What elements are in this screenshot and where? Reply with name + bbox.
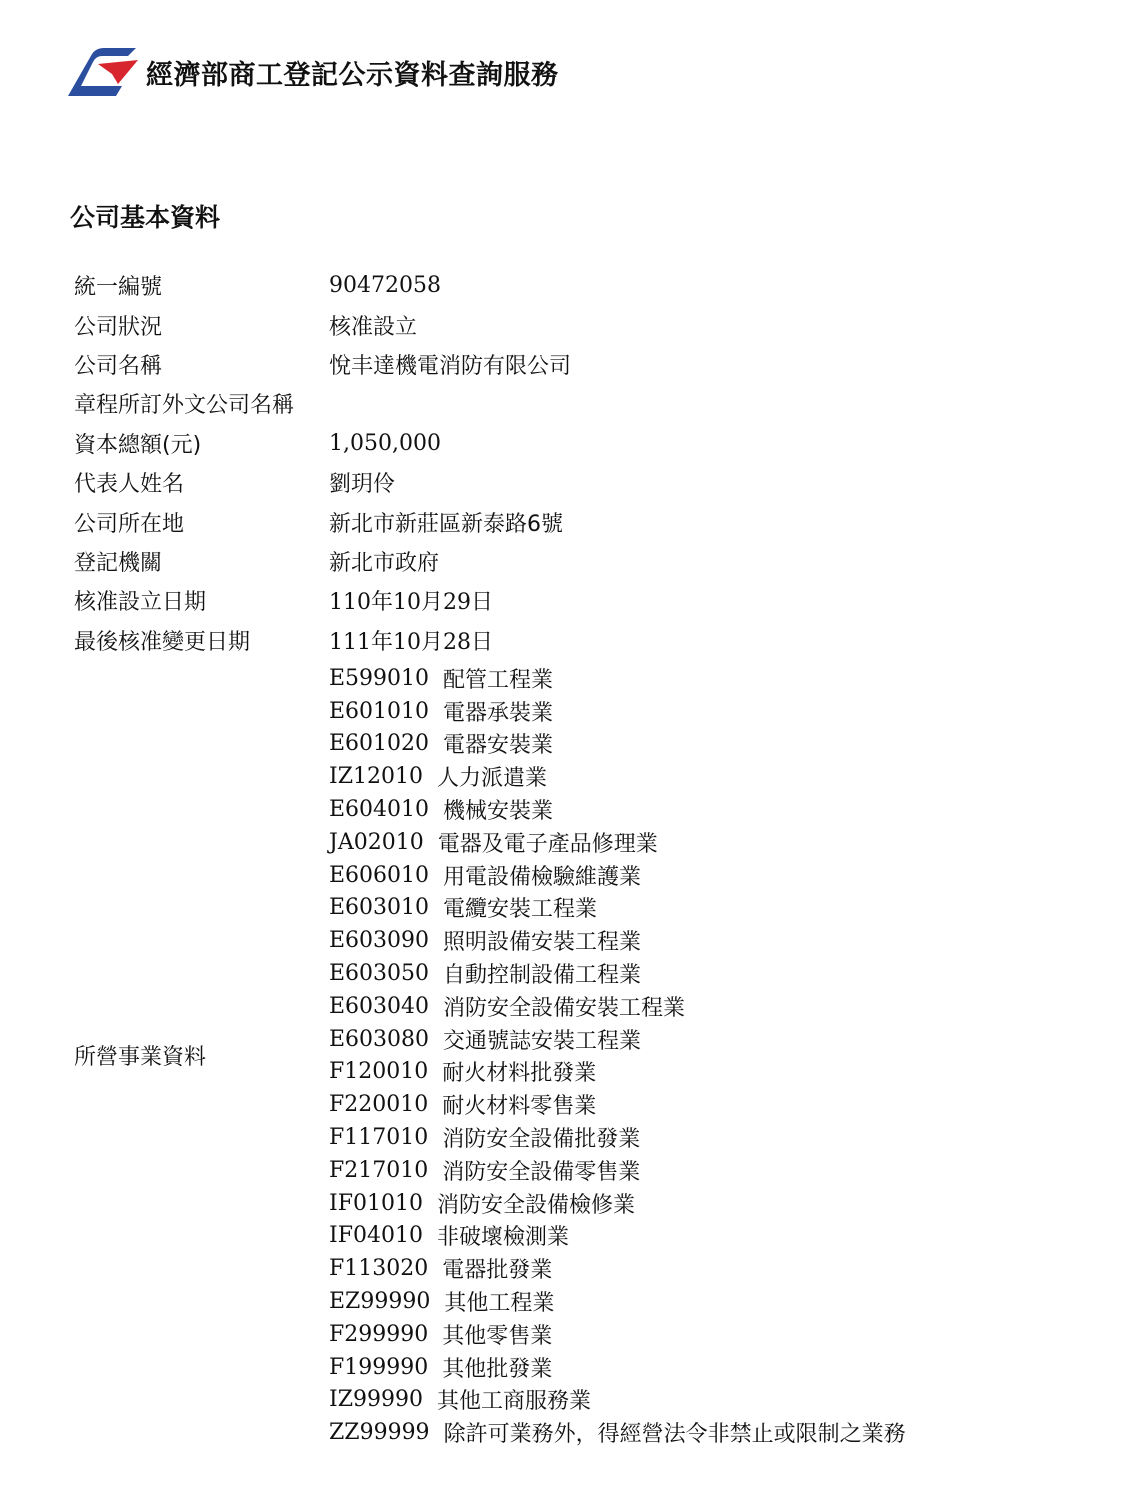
field-label: 核准設立日期: [74, 590, 207, 616]
business-item-code: E603040: [329, 993, 430, 1019]
business-item: [329, 1383, 906, 1416]
business-item: [329, 859, 906, 892]
field-label: 統一編號: [74, 275, 163, 301]
business-item-desc: 電器批發業: [442, 1258, 553, 1284]
company-info-table: [74, 266, 1074, 1449]
business-item: [329, 924, 906, 957]
business-item: [329, 760, 906, 793]
business-item-code: F217010: [329, 1157, 429, 1183]
business-item: [329, 1088, 906, 1121]
business-item: [329, 891, 906, 924]
business-item-desc: 人力派遣業: [436, 766, 547, 792]
business-item-code: F199990: [329, 1354, 429, 1380]
business-item-desc: 電器承裝業: [443, 700, 554, 726]
business-item: [329, 695, 906, 728]
business-item: [329, 1318, 906, 1351]
business-item-desc: 消防安全設備檢修業: [436, 1192, 635, 1218]
business-item: [329, 1219, 906, 1252]
business-item-code: E601010: [329, 698, 430, 724]
business-item-code: E601020: [329, 731, 430, 757]
section-title: 公司基本資料: [70, 203, 221, 232]
business-item: [329, 957, 906, 990]
field-value: 新北市新莊區新泰路6號: [329, 511, 563, 537]
field-label: 公司狀況: [74, 314, 163, 340]
business-item-desc: 非破壞檢測業: [436, 1225, 569, 1251]
business-item-code: E599010: [329, 665, 430, 691]
business-item: [329, 1121, 906, 1154]
business-item-desc: 電纜安裝工程業: [443, 897, 598, 923]
business-item: [329, 990, 906, 1023]
business-item: [329, 1154, 906, 1187]
business-item: [329, 1416, 906, 1449]
business-item-desc: 耐火材料零售業: [442, 1094, 597, 1120]
business-item: [329, 1055, 906, 1088]
field-label: 代表人姓名: [74, 472, 185, 498]
field-label: 資本總額(元): [74, 432, 202, 458]
field-value: 悅丰達機電消防有限公司: [329, 353, 572, 379]
business-item-desc: 除許可業務外，得經營法令非禁止或限制之業務: [443, 1422, 906, 1448]
business-item-desc: 電器安裝業: [443, 733, 554, 759]
business-item-desc: 機械安裝業: [443, 798, 554, 824]
business-item-code: F299990: [329, 1321, 429, 1347]
business-item: [329, 1351, 906, 1384]
business-item-desc: 配管工程業: [443, 667, 554, 693]
business-item-code: IZ99990: [329, 1387, 423, 1413]
business-item-code: IF01010: [329, 1190, 423, 1216]
business-item-desc: 其他零售業: [442, 1323, 553, 1349]
business-item-code: F117010: [329, 1124, 429, 1150]
field-row-company-status: [74, 305, 1074, 344]
field-row-representative: [74, 463, 1074, 502]
business-item-code: F220010: [329, 1092, 429, 1118]
business-item-code: JA02010: [329, 829, 424, 855]
field-value: 111年10月28日: [329, 629, 493, 655]
field-row-address: [74, 502, 1074, 541]
business-item-code: F113020: [329, 1256, 429, 1282]
business-item: [329, 1285, 906, 1318]
field-value: 110年10月29日: [329, 590, 493, 616]
field-value: 1,050,000: [329, 430, 441, 456]
field-label: 最後核准變更日期: [74, 629, 251, 655]
business-item-desc: 自動控制設備工程業: [443, 962, 642, 988]
page-header: [66, 44, 559, 100]
business-label: 所營事業資料: [74, 1044, 207, 1070]
business-item-code: E603080: [329, 1026, 430, 1052]
business-item-code: IF04010: [329, 1223, 423, 1249]
field-value: 核准設立: [329, 314, 418, 340]
business-item-code: IZ12010: [329, 764, 423, 790]
business-item-code: E604010: [329, 796, 430, 822]
field-label: 章程所訂外文公司名稱: [74, 393, 295, 419]
field-label: 公司所在地: [74, 511, 185, 537]
field-row-last-change-date: [74, 621, 1074, 660]
field-row-registration-authority: [74, 542, 1074, 581]
business-item-code: ZZ99999: [329, 1420, 430, 1446]
site-title: 經濟部商工登記公示資料查詢服務: [146, 59, 559, 91]
business-item-desc: 消防安全設備安裝工程業: [443, 995, 686, 1021]
business-item-code: E603050: [329, 960, 430, 986]
field-row-company-name: [74, 345, 1074, 384]
business-item: [329, 793, 906, 826]
business-item: [329, 1187, 906, 1220]
field-value: 劉玥伶: [329, 472, 396, 498]
business-item: [329, 662, 906, 695]
business-item-code: EZ99990: [329, 1288, 431, 1314]
field-value: 新北市政府: [329, 550, 440, 576]
business-item-desc: 其他工程業: [444, 1290, 555, 1316]
business-item-code: E606010: [329, 862, 430, 888]
business-item: [329, 1023, 906, 1056]
business-item-desc: 消防安全設備零售業: [442, 1159, 641, 1185]
business-item-desc: 照明設備安裝工程業: [443, 930, 642, 956]
field-row-unified-number: [74, 266, 1074, 305]
business-item-desc: 電器及電子產品修理業: [437, 831, 658, 857]
moea-logo-icon: [66, 46, 140, 98]
field-value: 90472058: [329, 273, 441, 299]
business-items-row: [74, 662, 1074, 1449]
business-item-desc: 其他工商服務業: [436, 1389, 591, 1415]
business-item-desc: 其他批發業: [442, 1356, 553, 1382]
business-item-desc: 耐火材料批發業: [442, 1061, 597, 1087]
business-item-desc: 用電設備檢驗維護業: [443, 864, 642, 890]
business-item: [329, 728, 906, 761]
business-item-code: F120010: [329, 1059, 429, 1085]
business-item: [329, 1252, 906, 1285]
field-label: 公司名稱: [74, 353, 163, 379]
business-item: [329, 826, 906, 859]
field-row-approval-date: [74, 581, 1074, 620]
field-row-capital: [74, 424, 1074, 463]
business-item-desc: 消防安全設備批發業: [442, 1126, 641, 1152]
business-items-list: [329, 662, 906, 1449]
business-item-code: E603090: [329, 928, 430, 954]
business-item-code: E603010: [329, 895, 430, 921]
field-row-foreign-name: [74, 384, 1074, 423]
field-label: 登記機關: [74, 550, 163, 576]
business-item-desc: 交通號誌安裝工程業: [443, 1028, 642, 1054]
